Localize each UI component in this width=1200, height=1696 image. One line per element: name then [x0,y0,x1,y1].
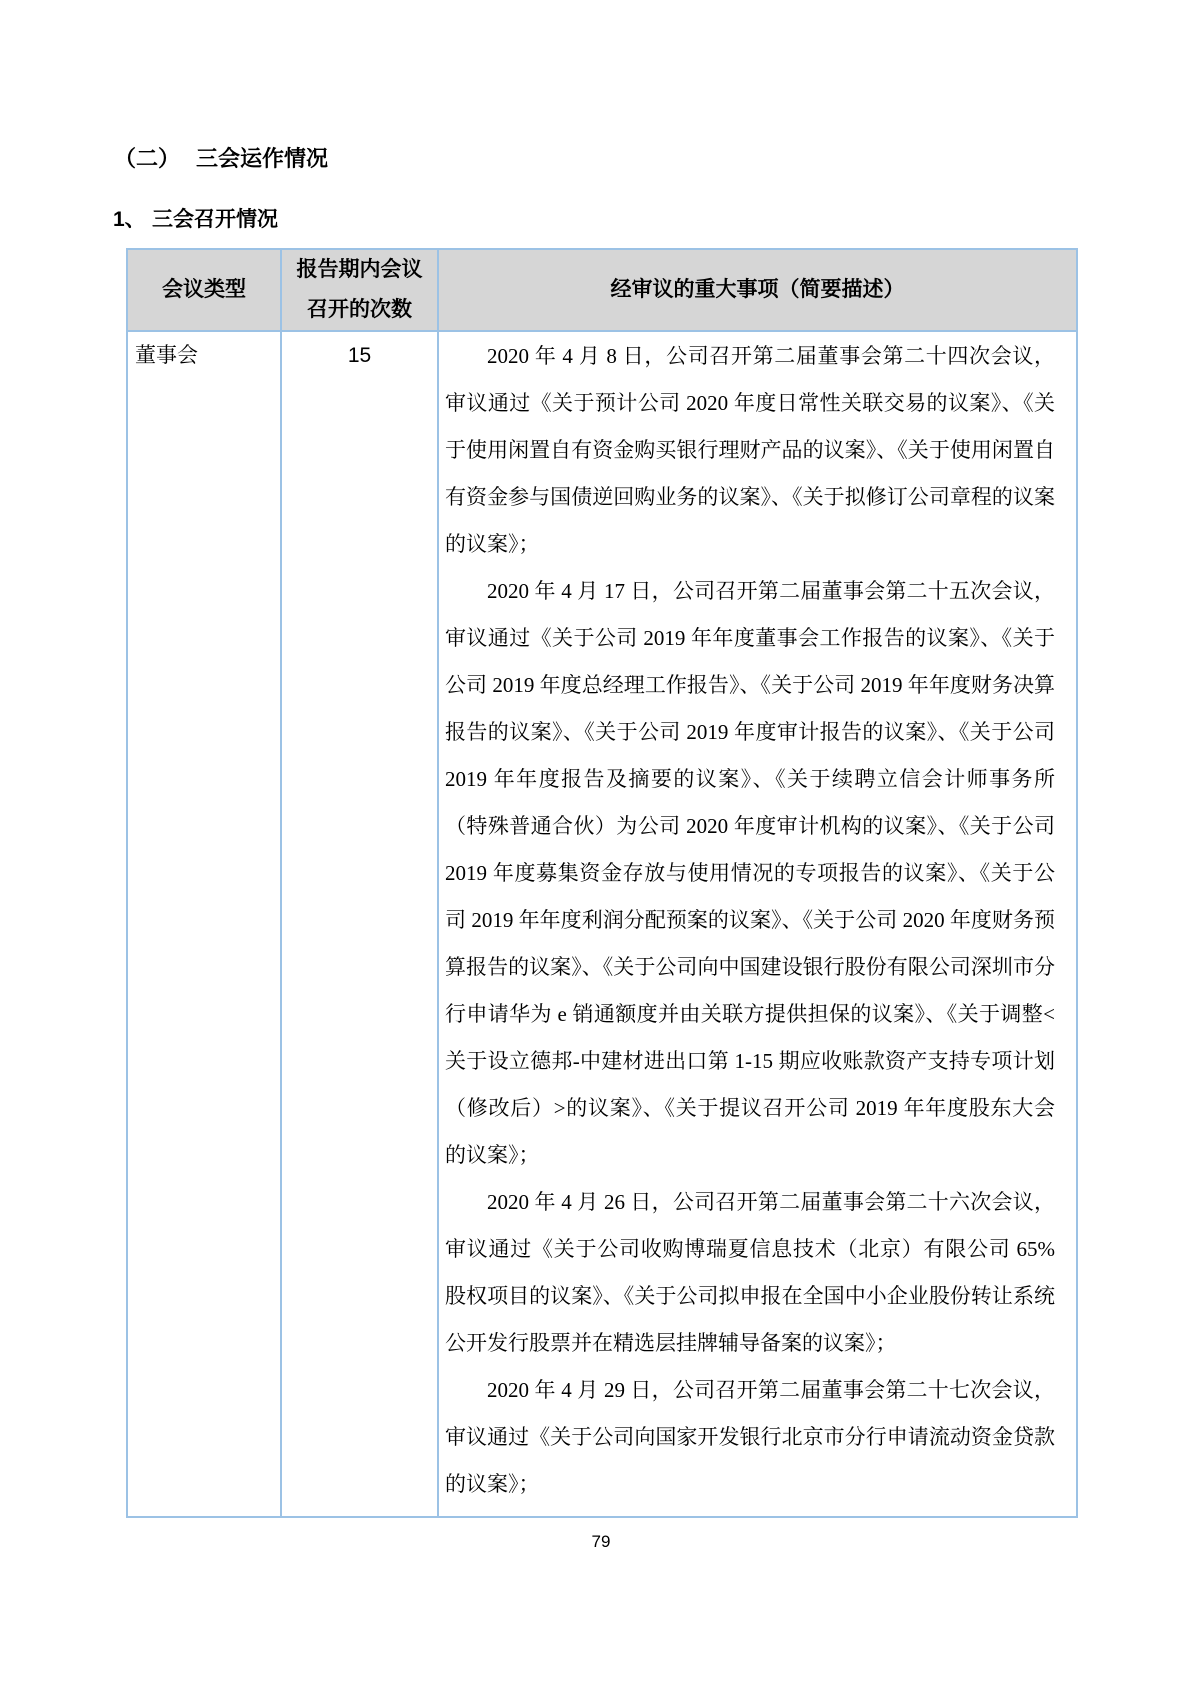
matters-paragraph-2: 2020 年 4 月 17 日，公司召开第二届董事会第二十五次会议，审议通过《关于公司 2019 年年度董事会工作报告的议案》、《关于公司 2019 年度总经理工作报告》、《关于公司 2019 年年度财务决算报告的议案》、《关于公司 2019 年度审计报告的议案》、《关于公司 2019 年年度报告及摘要的议案》、《关于续聘立信会计师事务所（特殊普通合伙）为公司 2020 年度审计机构的议案》、《关于公司 2019 年度募集资金存放与使用情况的专项报告的议案》、《关于公司 2019 年年度利润分配预案的议案》、《关于公司 2020 年度财务预算报告的议案》、《关于公司向中国建设银行股份有限公司深圳市分行申请华为 e 销通额度并由关联方提供担保的议案》、《关于调整<关于设立德邦-中建材进出口第 1-15 期应收账款资产支持专项计划（修改后）>的议案》、《关于提议召开公司 2019 年年度股东大会的议案》； [445,579,1055,1167]
cell-meeting-count: 15 [281,331,438,1517]
header-meeting-count-line2: 召开的次数 [307,298,412,321]
header-meeting-type-label: 会议类型 [162,278,246,301]
matters-paragraph-4: 2020 年 4 月 29 日，公司召开第二届董事会第二十七次会议，审议通过《关于公司向国家开发银行北京市分行申请流动资金贷款的议案》； [445,1378,1055,1496]
table-header-row [127,249,1077,331]
subsection-title: 三会召开情况 [152,208,278,231]
section-number: （二） [114,146,181,171]
header-meeting-count-line1: 报告期内会议 [296,258,423,281]
cell-reviewed-matters [438,331,1077,1517]
header-meeting-type [127,249,281,331]
header-reviewed-matters-label: 经审议的重大事项（简要描述） [610,278,905,301]
meetings-table [126,248,1078,1518]
page-number: 79 [591,1532,611,1551]
subsection-heading [113,207,278,233]
matters-paragraph-1: 2020 年 4 月 8 日，公司召开第二届董事会第二十四次会议，审议通过《关于预计公司 2020 年度日常性关联交易的议案》、《关于使用闲置自有资金购买银行理财产品的议案》、《关于使用闲置自有资金参与国债逆回购业务的议案》、《关于拟修订公司章程的议案的议案》； [445,344,1055,556]
header-reviewed-matters [438,249,1077,331]
header-meeting-count [281,249,438,331]
matters-paragraph-3: 2020 年 4 月 26 日，公司召开第二届董事会第二十六次会议，审议通过《关于公司收购博瑞夏信息技术（北京）有限公司 65%股权项目的议案》、《关于公司拟申报在全国中小企业股份转让系统公开发行股票并在精选层挂牌辅导备案的议案》； [445,1190,1055,1355]
table-row [127,331,1077,1517]
cell-meeting-type: 董事会 [127,331,281,1517]
subsection-number: 1、 [113,208,146,231]
section-heading [114,146,328,172]
section-title: 三会运作情况 [196,146,329,171]
